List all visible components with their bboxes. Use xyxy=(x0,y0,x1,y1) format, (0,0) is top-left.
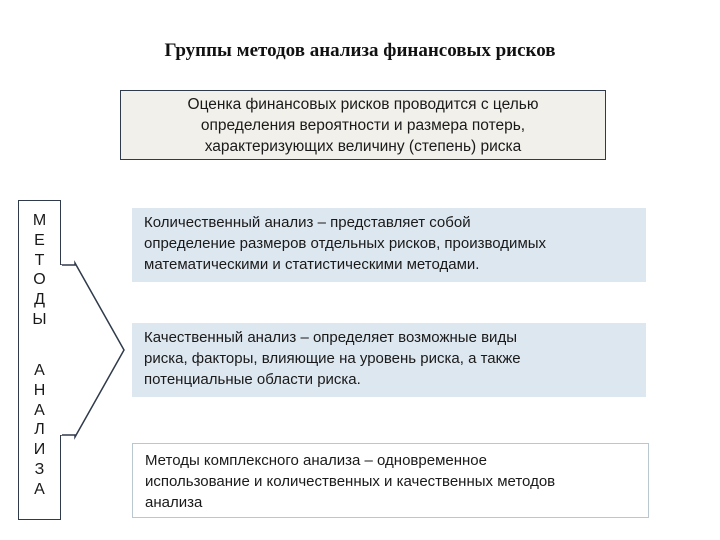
box-line: риска, факторы, влияющие на уровень риска, а также xyxy=(144,350,521,367)
box-line: определение размеров отдельных рисков, производимых xyxy=(144,235,547,252)
box-line: Качественный анализ – определяет возможные виды xyxy=(144,329,517,346)
label-letter: Т xyxy=(34,251,45,269)
label-letter: А xyxy=(34,480,45,498)
label-letter: Е xyxy=(34,231,45,249)
intro-line: Оценка финансовых рисков проводится с целью xyxy=(187,96,539,113)
qualitative-analysis-box xyxy=(132,323,646,397)
label-letter: Л xyxy=(34,421,45,439)
label-letter: З xyxy=(34,460,45,478)
box-line: Количественный анализ – представляет собой xyxy=(144,214,471,231)
label-letter: Н xyxy=(33,381,46,399)
box-line: использование и количественных и качественных методов xyxy=(145,473,556,490)
label-letter: А xyxy=(34,401,45,419)
box-line: анализа xyxy=(145,494,203,511)
intro-line: характеризующих величину (степень) риска xyxy=(204,138,522,155)
intro-line: определения вероятности и размера потерь, xyxy=(200,117,526,134)
label-letter: Ы xyxy=(32,310,47,328)
label-letter: И xyxy=(33,441,46,459)
box-line: потенциальные области риска. xyxy=(144,371,361,388)
box-line: Методы комплексного анализа – одновременное xyxy=(145,452,487,469)
complex-analysis-box xyxy=(132,443,649,518)
label-letter: О xyxy=(33,271,46,289)
label-letter: А xyxy=(34,362,45,379)
quantitative-analysis-box xyxy=(132,208,646,282)
page-title: Группы методов анализа финансовых рисков xyxy=(164,40,556,61)
label-letter: Д xyxy=(34,291,45,309)
box-line: математическими и статистическими методами. xyxy=(144,256,480,273)
label-letter: М xyxy=(32,212,47,229)
